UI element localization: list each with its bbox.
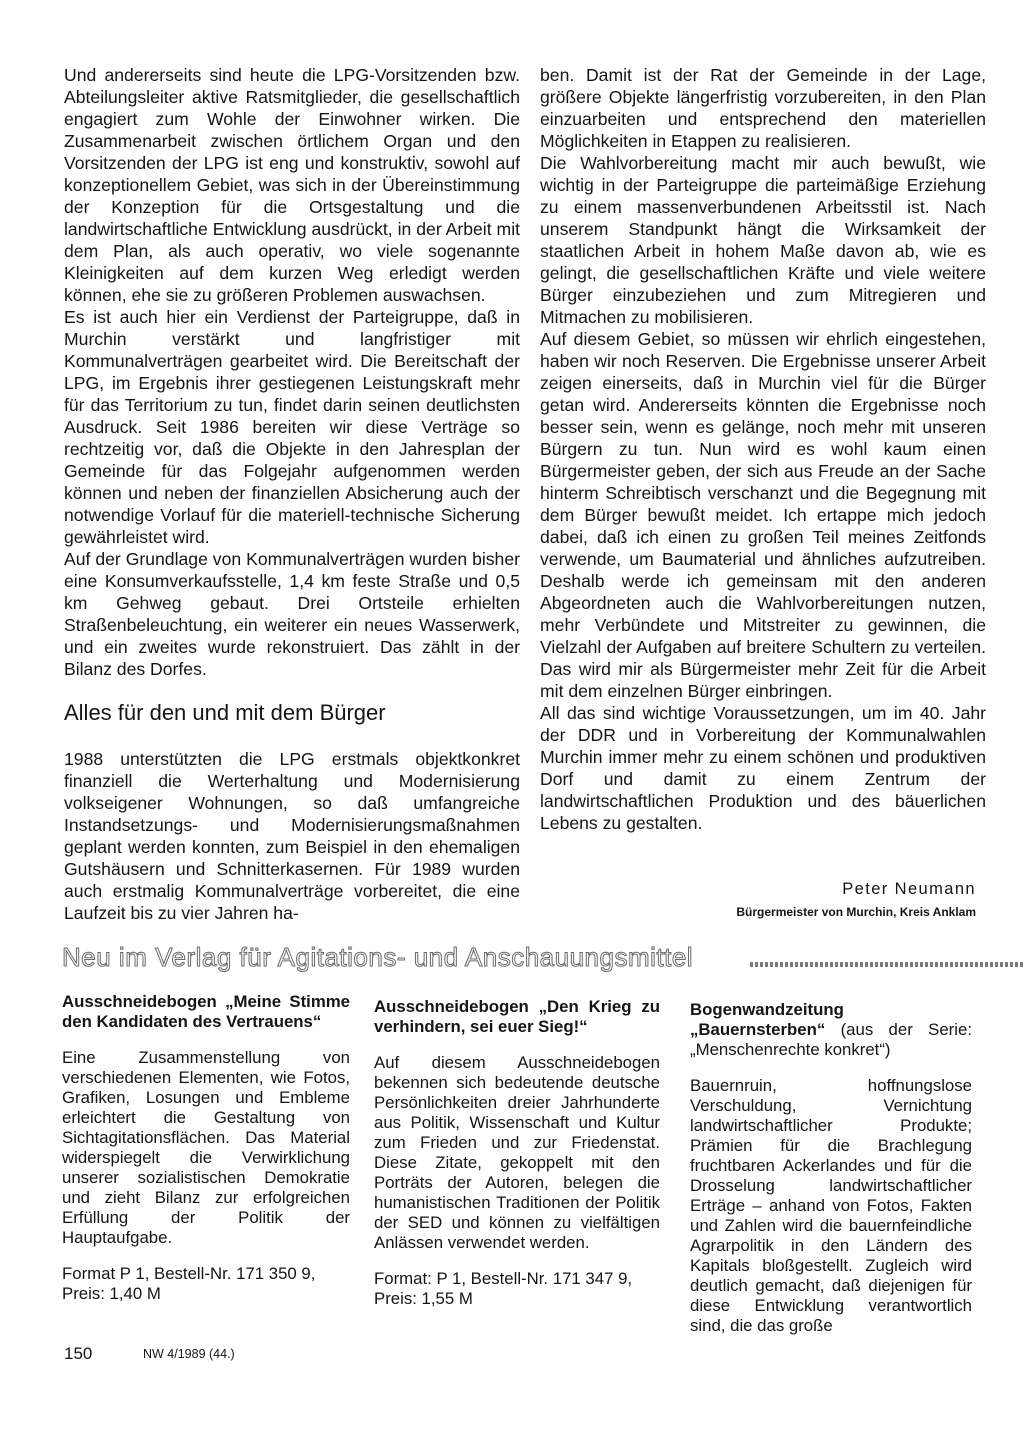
notice-title: Bogenwandzeitung „Bauernsterben“ (aus der Serie: „Menschenrechte konkret“) <box>690 1000 972 1059</box>
body-paragraph: Die Wahlvorbereitung macht mir auch bewußt, wie wichtig in der Parteigruppe die parteimäßige Erziehung zu einem massenverbundenen Arbeitsstil ist. Nach unserem Standpunkt hängt die Wirksamkeit der staatlichen Arbeit in hohem Maße davon ab, wie es gelingt, die gesellschaftlichen Kräfte und viele weitere Bürger einzubeziehen und zum Mitregieren und Mitmachen zu mobilisieren. <box>540 153 986 327</box>
notice-title: Ausschneidebogen „Meine Stimme den Kandidaten des Vertrauens“ <box>62 992 350 1031</box>
body-paragraph: Auf der Grundlage von Kommunalverträgen wurden bisher eine Konsumverkaufsstelle, 1,4 km feste Straße und 0,5 km Gehweg gebaut. Drei Ortsteile erhielten Straßenbeleuchtung, ein weiterer ein neues Wasserwerk, und ein zweites wurde rekonstruiert. Das zählt in der Bilanz des Dorfes. <box>64 549 520 679</box>
notice-body: Auf diesem Ausschneidebogen bekennen sich bedeutende deutsche Persönlichkeiten dreier Jahrhunderte aus Politik, Wissenschaft und Kultur zum Frieden und zur Friedenstat. Diese Zitate, gekoppelt mit den Porträts der Autoren, belegen die humanistischen Traditionen der Politik der SED und können zu vielfältigen Anlässen verwendet werden. <box>374 1053 660 1252</box>
banner-title: Neu im Verlag für Agitations- und Anschauungsmittel <box>62 942 694 972</box>
body-paragraph: All das sind wichtige Voraussetzungen, um im 40. Jahr der DDR und in Vorbereitung der Kommunalwahlen Murchin immer mehr zu einem schönen und produktiven Dorf und damit zu einem Zentrum der landwirtschaftlichen Produktion und des bäuerlichen Lebens zu gestalten. <box>540 703 986 833</box>
body-paragraph: ben. Damit ist der Rat der Gemeinde in der Lage, größere Objekte längerfristig vorzubereiten, in den Plan einzuarbeiten und entsprechend den materiellen Möglichkeiten in Etappen zu realisieren. <box>540 65 986 151</box>
notice-order-info: Format P 1, Bestell-Nr. 171 350 9, Preis: 1,40 M <box>62 1264 316 1303</box>
page-number: 150 <box>64 1344 93 1363</box>
author-name: Peter Neumann <box>842 880 976 898</box>
article-right-column <box>540 64 986 834</box>
issue-reference: NW 4/1989 (44.) <box>143 1347 235 1361</box>
body-paragraph: Es ist auch hier ein Verdienst der Parteigruppe, daß in Murchin verstärkt und langfristiger mit Kommunalverträgen gearbeitet wird. Die Bereitschaft der LPG, im Ergebnis ihrer gestiegenen Leistungskraft mehr für das Territorium zu tun, findet darin seinen deutlichsten Ausdruck. Seit 1986 bereiten wir diese Verträge so rechtzeitig vor, daß die Objekte in den Jahresplan der Gemeinde für das Folgejahr aufgenommen werden können und neben der finanziellen Absicherung auch der notwendige Vorlauf für die materiell-technische Sicherung gewährleistet wird. <box>64 307 520 547</box>
notice-title: Ausschneidebogen „Den Krieg zu verhindern, sei euer Sieg!“ <box>374 997 660 1036</box>
notice-order-info: Format: P 1, Bestell-Nr. 171 347 9, Preis: 1,55 M <box>374 1269 633 1308</box>
body-paragraph: 1988 unterstützten die LPG erstmals objektkonkret finanziell die Werterhaltung und Modernisierung volkseigener Wohnungen, so daß umfangreiche Instandsetzungs- und Modernisierungsmaßnahmen geplant werden konnten, zum Beispiel in den ehemaligen Gutshäusern und Schnitterkasernen. Für 1989 wurden auch erstmalig Kommunalverträge vorbereitet, die eine Laufzeit bis zu vier Jahren ha- <box>64 749 520 923</box>
banner-divider <box>750 962 1024 967</box>
author-title: Bürgermeister von Murchin, Kreis Anklam <box>736 905 976 919</box>
publication-notice <box>374 997 660 1309</box>
notice-body: Bauernruin, hoffnungslose Verschuldung, Vernichtung landwirtschaftlicher Produkte; Prämien für die Brachlegung fruchtbaren Ackerlandes und für die Drosselung landwirtschaftlicher Erträge – anhand von Fotos, Fakten und Zahlen wird die bauernfeindliche Agrarpolitik in den Ländern des Kapitals bloßgestellt. Zugleich wird deutlich gemacht, daß diejenigen für diese Entwicklung verantwortlich sind, die das große <box>690 1076 972 1335</box>
section-heading: Alles für den und mit dem Bürger <box>64 700 386 725</box>
publisher-banner <box>62 942 982 974</box>
publication-notice <box>62 992 350 1304</box>
notice-body: Eine Zusammenstellung von verschiedenen Elementen, wie Fotos, Grafiken, Losungen und Embleme erleichtert die Gestaltung von Sichtagitationsflächen. Das Material widerspiegelt die Verwirklichung unserer sozialistischen Demokratie und zieht Bilanz zur erfolgreichen Erfüllung der Politik der Hauptaufgabe. <box>62 1048 350 1247</box>
publication-notice <box>690 1000 972 1336</box>
article-left-column <box>64 64 520 924</box>
body-paragraph: Auf diesem Gebiet, so müssen wir ehrlich eingestehen, haben wir noch Reserven. Die Ergebnisse unserer Arbeit zeigen einerseits, daß in Murchin viel für die Bürger getan wird. Andererseits könnten die Ergebnisse noch besser sein, wenn es gelänge, noch mehr mit unseren Bürgern zu tun. Nun wird es wohl kaum einen Bürgermeister geben, der sich aus Freude an der Sache hinterm Schreibtisch verschanzt und die Begegnung mit dem Bürger bewußt meidet. Ich ertappe mich jedoch dabei, daß ich einen zu großen Teil meines Zeitfonds verwende, um Baumaterial und ähnliches aufzutreiben. Deshalb werde ich gemeinsam mit den anderen Abgeordneten auch die Wahlvorbereitungen nutzen, mehr Verbündete und Mitstreiter zu gewinnen, die Vielzahl der Aufgaben auf breitere Schultern zu verteilen. Das wird mir als Bürgermeister mehr Zeit für die Arbeit mit dem einzelnen Bürger einbringen. <box>540 329 986 701</box>
body-paragraph: Und andererseits sind heute die LPG-Vorsitzenden bzw. Abteilungsleiter aktive Ratsmitglieder, die gesellschaftlich engagiert zum Wohle der Einwohner wirken. Die Zusammenarbeit zwischen örtlichem Organ und den Vorsitzenden der LPG ist eng und konstruktiv, sowohl auf konzeptionellem Gebiet, was sich in der Übereinstimmung der Konzeption für die Ortsgestaltung und die landwirtschaftliche Entwicklung ausdrückt, in der Arbeit mit dem Plan, als auch operativ, wo viele sogenannte Kleinigkeiten auf dem kurzen Weg erledigt werden können, ehe sie zu größeren Problemen auswachsen. <box>64 65 520 305</box>
